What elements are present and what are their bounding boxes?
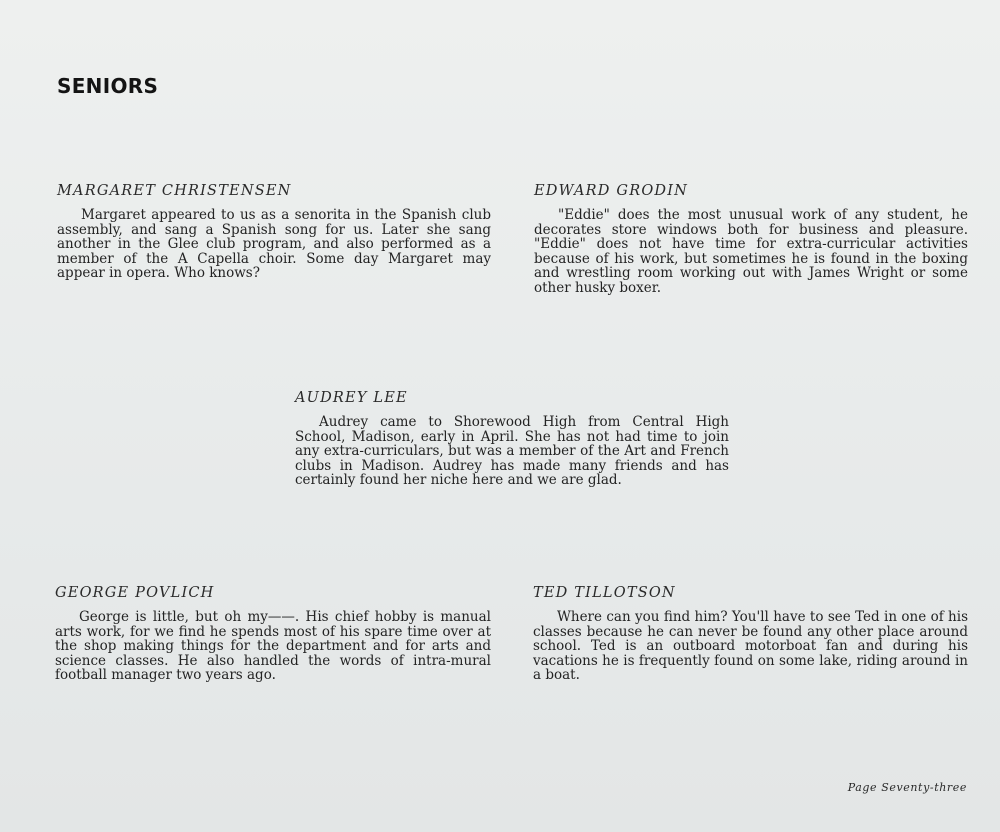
senior-entry-audrey-lee: [295, 390, 729, 488]
senior-entry-ted-tillotson: [533, 585, 968, 683]
senior-name: GEORGE POVLICH: [55, 585, 215, 601]
senior-name: EDWARD GRODIN: [534, 183, 689, 199]
senior-description: Audrey came to Shorewood High from Central High School, Madison, early in April. She has not had time to join any extra-curriculars, but was a member of the Art and French clubs in Madison. Audrey has made many friends and has certainly found her niche here and we are glad.: [295, 414, 729, 489]
senior-description: Where can you find him? You'll have to see Ted in one of his classes because he can never be found any other place around school. Ted is an outboard motorboat fan and during his vacations he is frequently found on some lake, riding around in a boat.: [533, 609, 968, 684]
page-number: Page Seventy-three: [847, 781, 967, 794]
senior-description: Margaret appeared to us as a senorita in the Spanish club assembly, and sang a Spanish song for us. Later she sang another in the Glee club program, and also performed as a member of the A Capella choir. Some day Margaret may appear in opera. Who knows?: [57, 207, 491, 282]
senior-name: MARGARET CHRISTENSEN: [57, 183, 292, 199]
senior-entry-edward-grodin: [534, 183, 968, 296]
senior-entry-george-povlich: [55, 585, 491, 683]
senior-name: TED TILLOTSON: [533, 585, 676, 601]
page-heading: SENIORS: [57, 74, 159, 98]
senior-description: "Eddie" does the most unusual work of any student, he decorates store windows both for business and pleasure. "Eddie" does not have time for extra-curricular activities because of his work, but sometimes he is found in the boxing and wrestling room working out with James Wright or some other husky boxer.: [534, 207, 968, 296]
senior-description: George is little, but oh my——. His chief hobby is manual arts work, for we find he spends most of his spare time over at the shop making things for the department and for arts and science classes. He also handled the words of intra-mural football manager two years ago.: [55, 609, 491, 684]
senior-name: AUDREY LEE: [295, 390, 408, 406]
senior-entry-margaret-christensen: [57, 183, 491, 281]
